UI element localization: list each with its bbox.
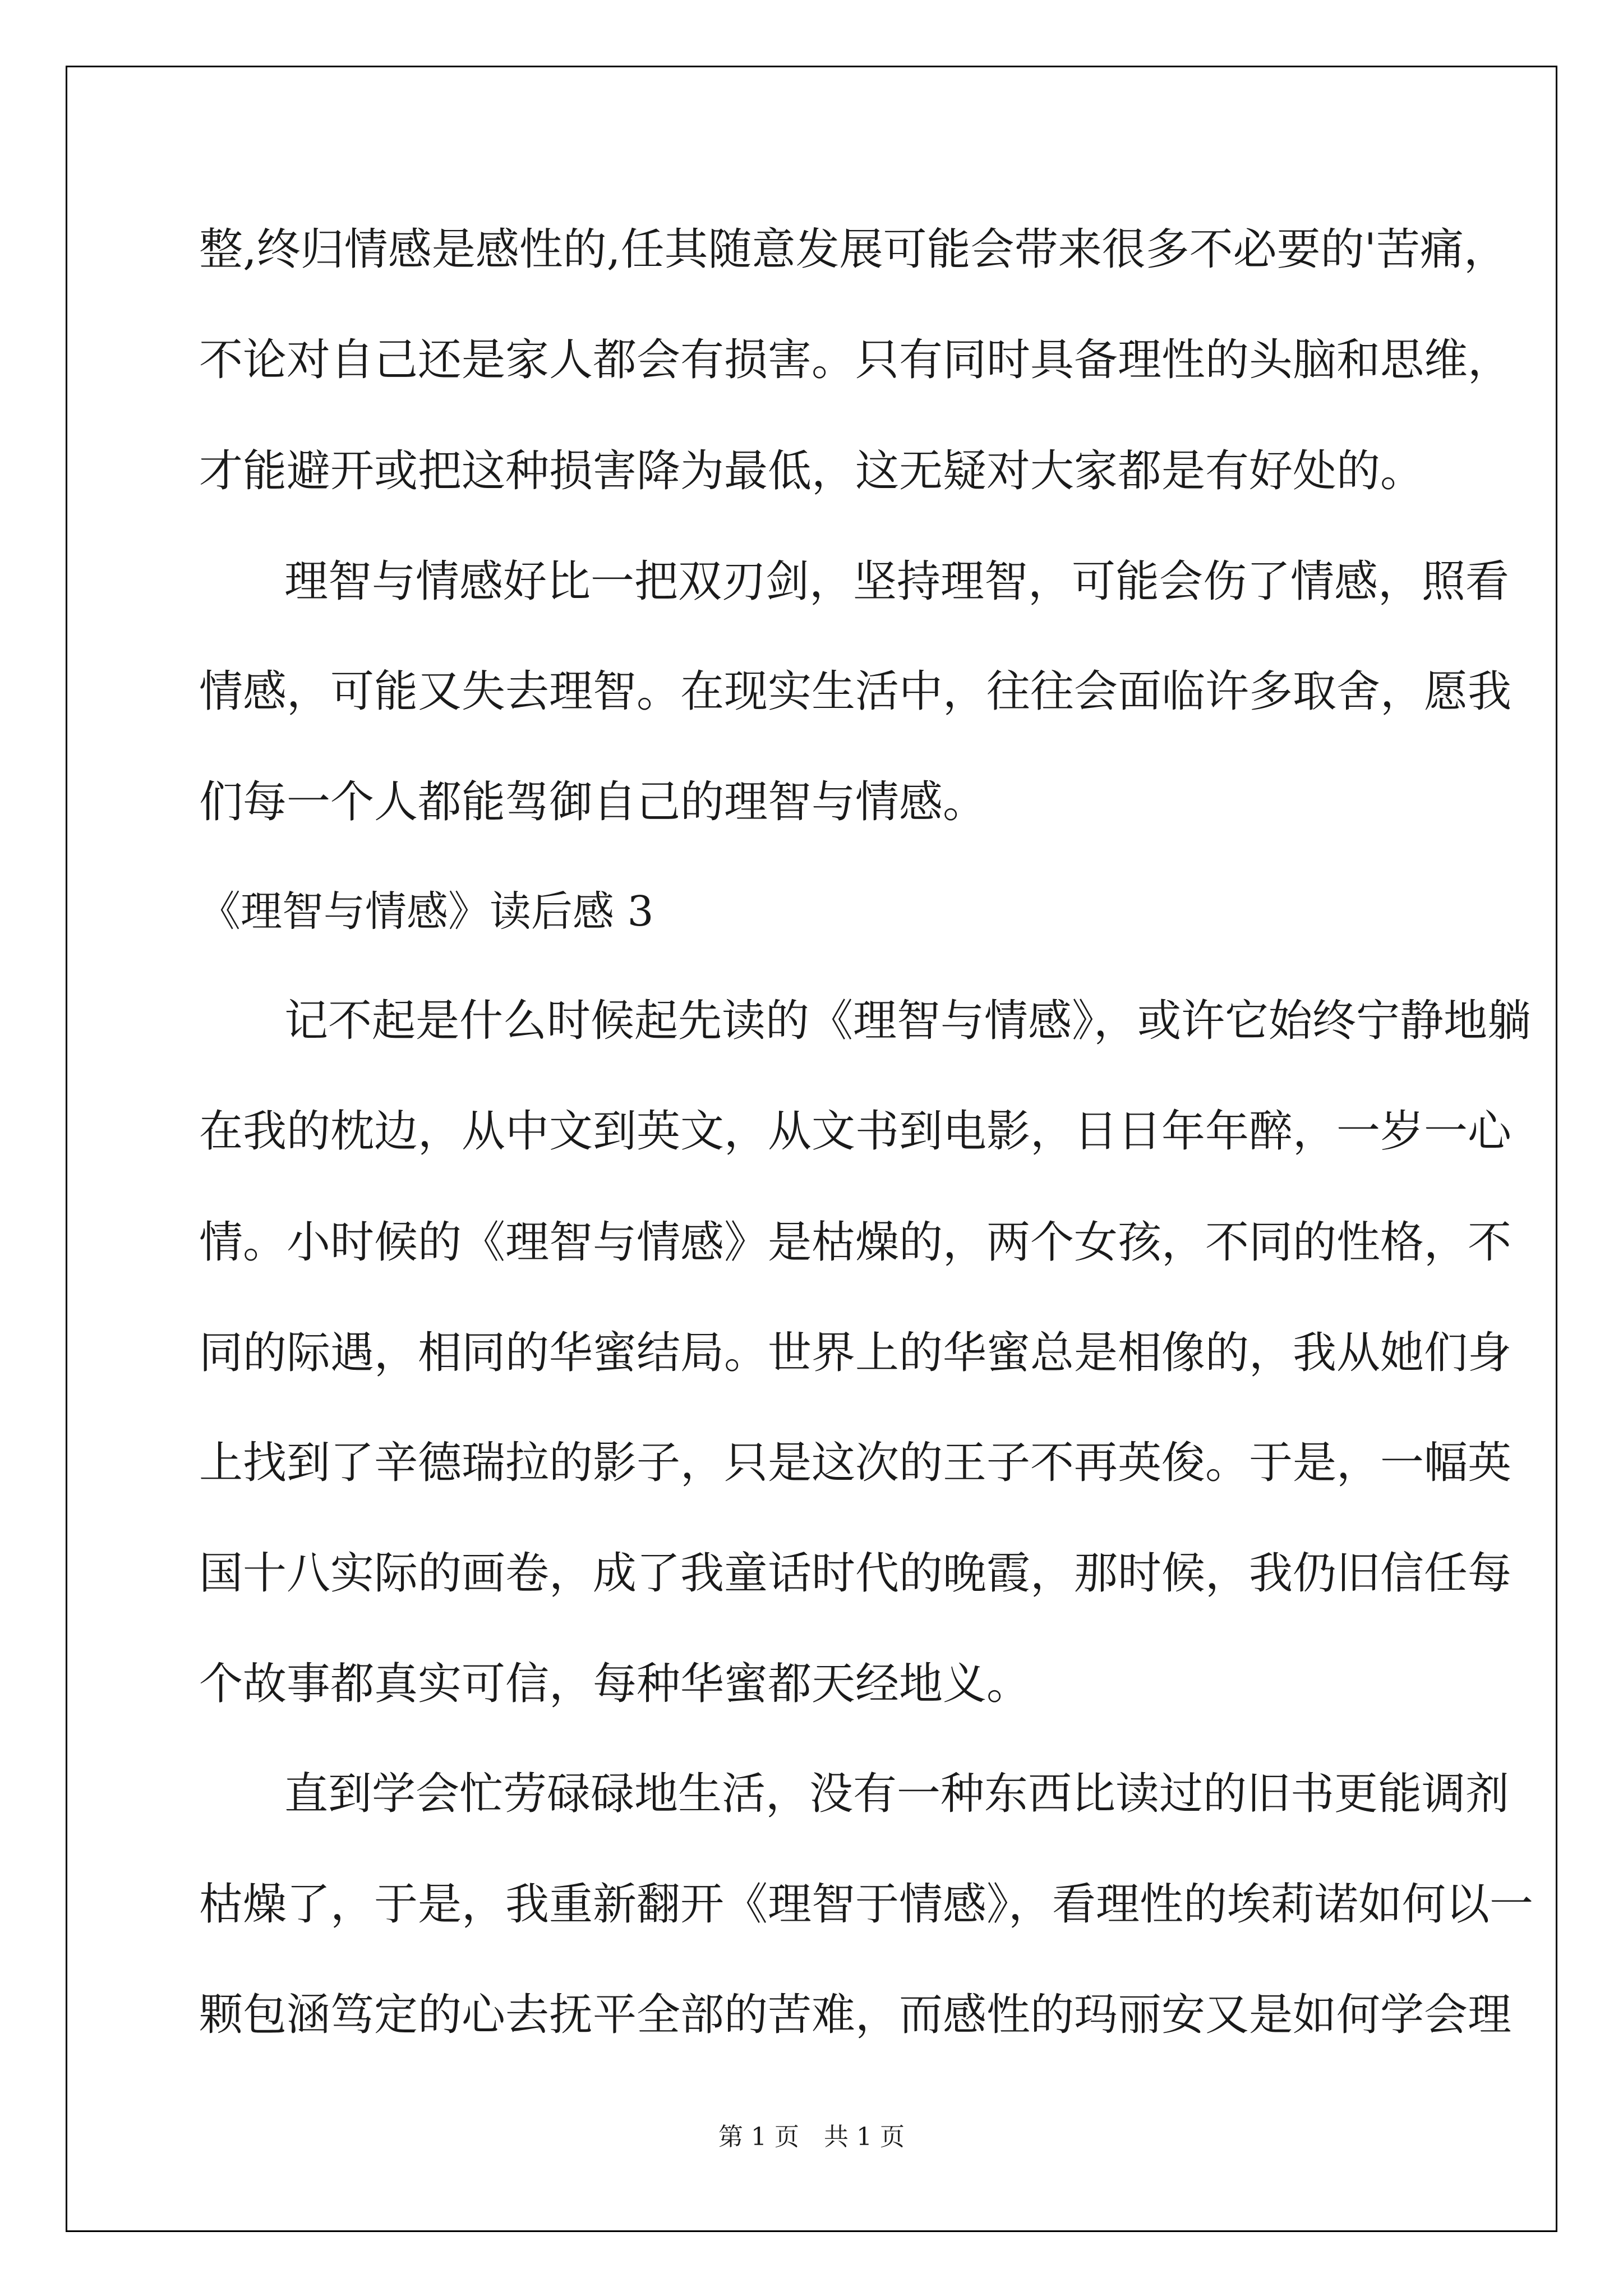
text-line-9: 在我的枕边，从中文到英文，从文书到电影，日日年年醉，一岁一心: [199, 1106, 1512, 1157]
page-number-footer: 第 1 页 共 1 页: [718, 2123, 905, 2151]
text-line-11: 同的际遇，相同的华蜜结局。世界上的华蜜总是相像的，我从她们身: [199, 1328, 1512, 1378]
text-line-2: 不论对自己还是家人都会有损害。只有同时具备理性的头脑和思维，: [199, 335, 1512, 385]
text-line-17: 颗包涵笃定的心去抚平全部的苦难，而感性的玛丽安又是如何学会理: [199, 1990, 1512, 2040]
text-line-12: 上找到了辛德瑞拉的影子，只是这次的王子不再英俊。于是，一幅英: [199, 1438, 1512, 1488]
text-line-10: 情。小时候的《理智与情感》是枯燥的，两个女孩，不同的性格，不: [199, 1217, 1512, 1268]
text-line-14: 个故事都真实可信，每种华蜜都天经地义。: [199, 1659, 1031, 1709]
text-line-15: 直到学会忙劳碌碌地生活，没有一种东西比读过的旧书更能调剂: [284, 1769, 1510, 1819]
text-line-13: 国十八实际的画卷，成了我童话时代的晚霞，那时候，我仍旧信任每: [199, 1548, 1512, 1599]
text-line-4: 理智与情感好比一把双刃剑，坚持理智，可能会伤了情感，照看: [284, 556, 1510, 607]
section-heading: 《理智与情感》读后感 3: [199, 887, 654, 936]
text-line-3: 才能避开或把这种损害降为最低，这无疑对大家都是有好处的。: [199, 446, 1424, 496]
text-line-16: 枯燥了，于是，我重新翻开《理智于情感》，看理性的埃莉诺如何以一: [199, 1879, 1534, 1930]
text-line-5: 情感，可能又失去理智。在现实生活中，往往会面临许多取舍，愿我: [199, 666, 1512, 717]
text-line-1: 整,终归情感是感性的,任其随意发展可能会带来很多不必要的'苦痛，: [199, 224, 1508, 275]
text-line-6: 们每一个人都能驾御自己的理智与情感。: [199, 777, 987, 827]
text-line-8: 记不起是什么时候起先读的《理智与情感》，或许它始终宁静地躺: [284, 996, 1532, 1046]
